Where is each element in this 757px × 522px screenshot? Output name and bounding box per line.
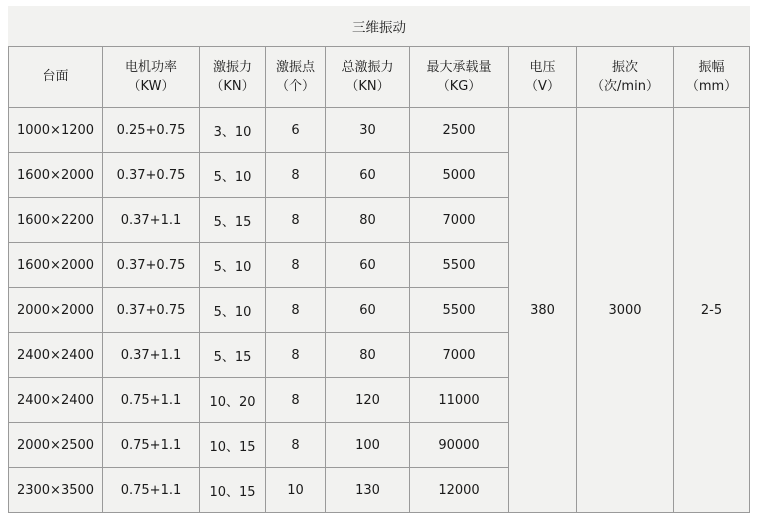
header-line: 电机功率 xyxy=(124,59,177,75)
cell-motor-power: 0.37+0.75 xyxy=(103,243,200,288)
header-unit: （个） xyxy=(275,79,315,94)
cell-max-load: 5000 xyxy=(410,153,509,198)
header-unit: （mm） xyxy=(685,79,738,94)
cell-exciting-points: 8 xyxy=(266,378,326,423)
cell-exciting-points: 8 xyxy=(266,288,326,333)
cell-motor-power: 0.75+1.1 xyxy=(103,423,200,468)
cell-exciting-force: 5、10 xyxy=(200,243,266,288)
header-unit: （次/min） xyxy=(591,79,659,94)
column-header-exciting-force xyxy=(200,47,266,108)
cell-max-load: 12000 xyxy=(410,468,509,513)
cell-exciting-points: 8 xyxy=(266,198,326,243)
header-line: 电压 xyxy=(529,59,556,75)
cell-max-load: 90000 xyxy=(410,423,509,468)
table-header-row xyxy=(9,47,750,108)
cell-total-exciting-force: 80 xyxy=(326,198,410,243)
header-line: 激振点 xyxy=(275,59,315,75)
cell-exciting-force: 5、10 xyxy=(200,288,266,333)
cell-exciting-force: 10、15 xyxy=(200,468,266,513)
table-title-row xyxy=(9,6,750,47)
column-header-total-exciting-force xyxy=(326,47,410,108)
cell-motor-power: 0.75+1.1 xyxy=(103,378,200,423)
cell-exciting-points: 10 xyxy=(266,468,326,513)
column-header-amplitude xyxy=(674,47,750,108)
cell-exciting-force: 3、10 xyxy=(200,108,266,153)
cell-table-surface: 1600×2000 xyxy=(9,243,103,288)
cell-table-surface: 2400×2400 xyxy=(9,333,103,378)
cell-motor-power: 0.37+0.75 xyxy=(103,153,200,198)
cell-max-load: 5500 xyxy=(410,288,509,333)
cell-voltage-merged: 380 xyxy=(509,108,577,513)
specification-table xyxy=(8,6,750,513)
cell-max-load: 5500 xyxy=(410,243,509,288)
column-header-voltage xyxy=(509,47,577,108)
cell-motor-power: 0.37+1.1 xyxy=(103,198,200,243)
header-line: 总激振力 xyxy=(341,59,394,75)
cell-table-surface: 1000×1200 xyxy=(9,108,103,153)
cell-motor-power: 0.25+0.75 xyxy=(103,108,200,153)
cell-exciting-points: 8 xyxy=(266,423,326,468)
cell-exciting-points: 8 xyxy=(266,153,326,198)
cell-table-surface: 2000×2500 xyxy=(9,423,103,468)
cell-motor-power: 0.75+1.1 xyxy=(103,468,200,513)
column-header-exciting-points xyxy=(266,47,326,108)
cell-exciting-force: 5、15 xyxy=(200,333,266,378)
header-line: 激振力 xyxy=(212,59,252,75)
cell-total-exciting-force: 120 xyxy=(326,378,410,423)
cell-total-exciting-force: 60 xyxy=(326,153,410,198)
cell-exciting-force: 5、15 xyxy=(200,198,266,243)
cell-amplitude-merged: 2-5 xyxy=(674,108,750,513)
cell-motor-power: 0.37+0.75 xyxy=(103,288,200,333)
header-unit: （KN） xyxy=(345,79,390,94)
cell-max-load: 2500 xyxy=(410,108,509,153)
cell-exciting-force: 5、10 xyxy=(200,153,266,198)
cell-exciting-points: 8 xyxy=(266,333,326,378)
cell-exciting-points: 6 xyxy=(266,108,326,153)
header-line: 振幅 xyxy=(698,59,725,75)
header-unit: （KW） xyxy=(127,79,175,94)
cell-exciting-force: 10、15 xyxy=(200,423,266,468)
table-title: 三维振动 xyxy=(9,6,750,47)
column-header-max-load xyxy=(410,47,509,108)
cell-exciting-force: 10、20 xyxy=(200,378,266,423)
cell-table-surface: 2000×2000 xyxy=(9,288,103,333)
cell-max-load: 11000 xyxy=(410,378,509,423)
header-line: 振次 xyxy=(611,59,638,75)
header-line: 台面 xyxy=(42,69,69,85)
cell-max-load: 7000 xyxy=(410,333,509,378)
header-unit: （V） xyxy=(525,79,560,94)
column-header-motor-power xyxy=(103,47,200,108)
header-unit: （KG） xyxy=(436,79,482,94)
cell-table-surface: 1600×2000 xyxy=(9,153,103,198)
cell-total-exciting-force: 60 xyxy=(326,288,410,333)
spec-table-container xyxy=(0,6,757,513)
cell-total-exciting-force: 80 xyxy=(326,333,410,378)
cell-table-surface: 1600×2200 xyxy=(9,198,103,243)
header-line: 最大承载量 xyxy=(426,59,492,75)
cell-total-exciting-force: 60 xyxy=(326,243,410,288)
cell-motor-power: 0.37+1.1 xyxy=(103,333,200,378)
cell-table-surface: 2300×3500 xyxy=(9,468,103,513)
cell-frequency-merged: 3000 xyxy=(577,108,674,513)
column-header-table-surface xyxy=(9,47,103,108)
cell-total-exciting-force: 100 xyxy=(326,423,410,468)
header-unit: （KN） xyxy=(210,79,255,94)
cell-total-exciting-force: 30 xyxy=(326,108,410,153)
cell-max-load: 7000 xyxy=(410,198,509,243)
cell-exciting-points: 8 xyxy=(266,243,326,288)
column-header-frequency xyxy=(577,47,674,108)
cell-total-exciting-force: 130 xyxy=(326,468,410,513)
cell-table-surface: 2400×2400 xyxy=(9,378,103,423)
table-row xyxy=(9,108,750,153)
